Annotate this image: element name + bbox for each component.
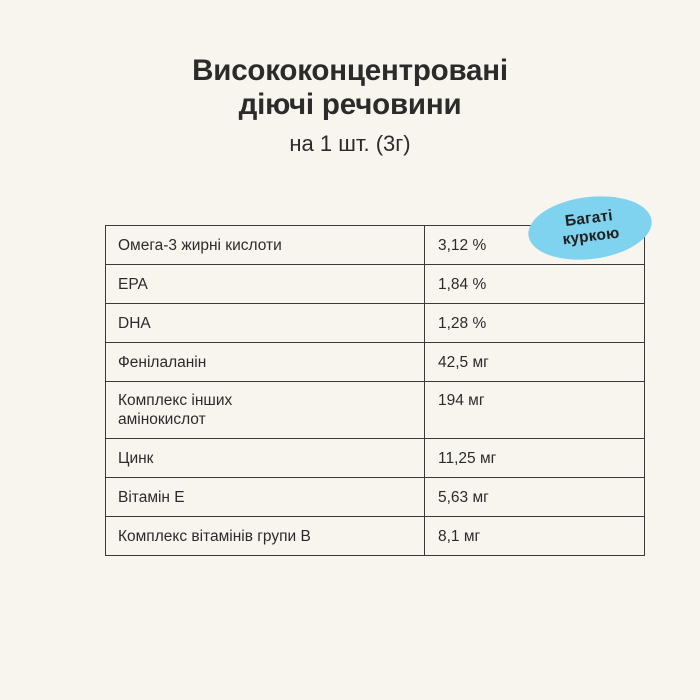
- row-label-line-2: амінокислот: [118, 411, 206, 428]
- row-value: 1,84 %: [425, 265, 645, 304]
- row-label: [106, 382, 425, 439]
- row-label: DHA: [106, 304, 425, 343]
- row-value: 8,1 мг: [425, 517, 645, 556]
- title-line-2: діючі речовини: [238, 88, 462, 121]
- nutrition-table-wrapper: [105, 225, 597, 556]
- page-title: [0, 0, 700, 157]
- nutrition-table: [105, 225, 645, 556]
- row-value: 3,12 %: [425, 226, 645, 265]
- table-row: [106, 304, 645, 343]
- page-subtitle: на 1 шт. (3г): [289, 131, 411, 156]
- table-row: [106, 478, 645, 517]
- badge-line-1: Багаті: [564, 207, 614, 230]
- table-row: [106, 343, 645, 382]
- row-value: 42,5 мг: [425, 343, 645, 382]
- table-row: [106, 517, 645, 556]
- row-value: 1,28 %: [425, 304, 645, 343]
- row-value: 5,63 мг: [425, 478, 645, 517]
- row-value: 194 мг: [425, 382, 645, 439]
- row-label: Вітамін Е: [106, 478, 425, 517]
- row-label: Омега-3 жирні кислоти: [106, 226, 425, 265]
- table-row: [106, 439, 645, 478]
- row-label: EPA: [106, 265, 425, 304]
- row-label: Фенілаланін: [106, 343, 425, 382]
- row-label: Цинк: [106, 439, 425, 478]
- table-row: [106, 265, 645, 304]
- badge-line-2: куркою: [561, 224, 621, 249]
- row-label-line-1: Комплекс інших: [118, 392, 233, 409]
- row-label: Комплекс вітамінів групи В: [106, 517, 425, 556]
- table-row: [106, 382, 645, 439]
- row-value: 11,25 мг: [425, 439, 645, 478]
- title-line-1: Висококонцентровані: [192, 54, 508, 87]
